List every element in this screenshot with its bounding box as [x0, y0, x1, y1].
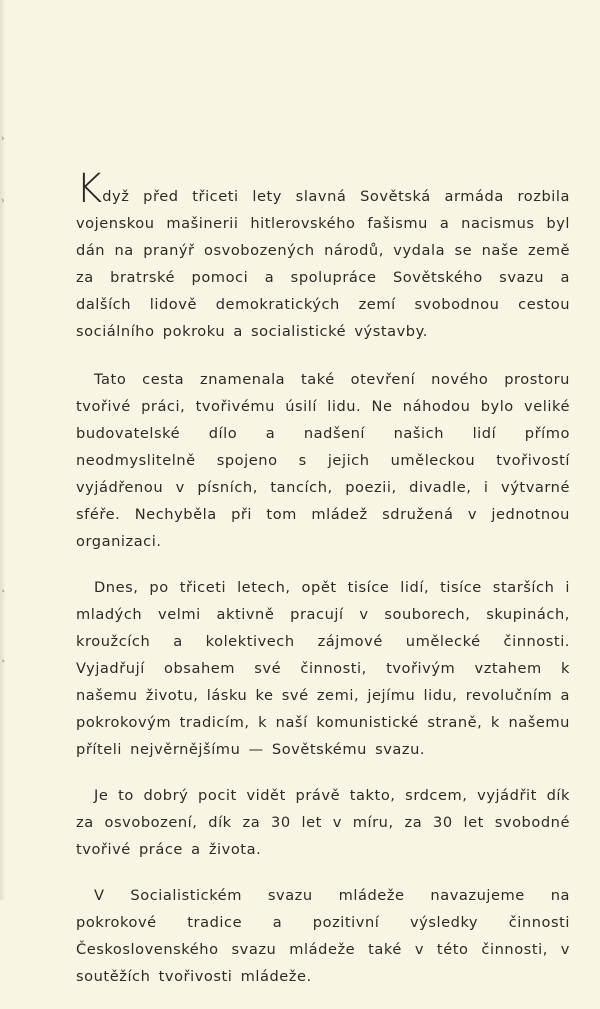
binding-mark: › [1, 134, 5, 144]
binding-mark: › [1, 196, 5, 206]
drop-cap: K [76, 166, 103, 212]
paragraph: Tato cesta znamenala také otevření nového prostoru tvořivé práci, tvořivému úsilí lidu. Ne náhodou bylo veliké budovatelské dílo a nadšení našich lidí přímo neodmyslitelně spojeno s jejich uměleckou tvořivostí vyjádřenou v písních, tancích, poezii, divadle, i výtvarné sféře. Nechyběla při tom mládež sdružená v jednotnou organizaci. [76, 371, 570, 550]
paragraph-text: dyž před třiceti lety slavná Sovětská armáda rozbila vojenskou mašinerii hitlerovského fašismu a nacismus byl dán na pranýř osvobozených národů, vydala se naše země za bratrské pomoci a spolupráce Sovětského svazu a dalších lidově demokratických zemí svobodnou cestou sociálního pokroku a socialistické výstavby. [76, 188, 570, 340]
binding-mark: ˃ [1, 590, 6, 600]
paragraph: Dnes, po třiceti letech, opět tisíce lidí, tisíce starších i mladých velmi aktivně pracují v souborech, skupinách, kroužcích a kolektivech zájmové umělecké činnosti. Vyjadřují obsahem své činnosti, tvořivým vztahem k našemu životu, lásku ke své zemi, jejímu lidu, revolučním a pokrokovým tradicím, k naší komunistické straně, k našemu příteli nejvěrnějšímu — Sovětskému svazu. [76, 579, 570, 758]
document-body [76, 166, 570, 1009]
paragraph: Je to dobrý pocit vidět právě takto, srdcem, vyjádřit dík za osvobození, dík za 30 let v míru, za 30 let svobodné tvořivé práce a života. [76, 787, 570, 858]
paragraph-intro [76, 166, 570, 345]
binding-mark: ˃ [1, 660, 6, 670]
paragraph: V Socialistickém svazu mládeže navazujeme na pokrokové tradice a pozitivní výsledky činnosti Československého svazu mládeže také v této činnosti, v soutěžích tvořivosti mládeže. [76, 887, 570, 985]
